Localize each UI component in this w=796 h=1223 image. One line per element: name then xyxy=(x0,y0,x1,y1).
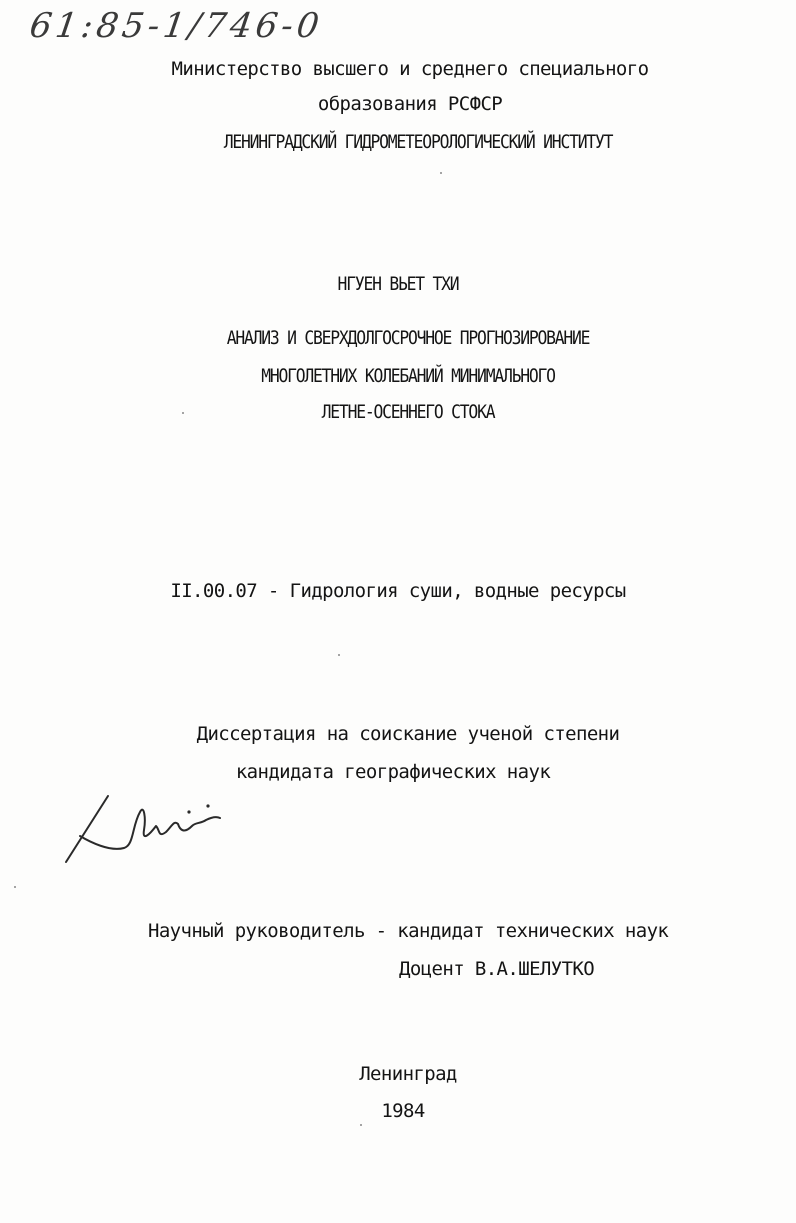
institute-name: ЛЕНИНГРАДСКИЙ ГИДРОМЕТЕОРОЛОГИЧЕСКИЙ ИНСТИТУТ xyxy=(223,131,613,153)
year: 1984 xyxy=(381,1100,425,1122)
specialty-code: II.00.07 - Гидрология суши, водные ресурсы xyxy=(170,580,626,602)
scan-speck xyxy=(440,172,442,174)
degree-line-2: кандидата географических наук xyxy=(235,761,551,783)
scan-speck xyxy=(14,886,16,888)
scan-speck xyxy=(338,654,340,656)
signature-text xyxy=(236,818,238,819)
author-name: НГУЕН ВЬЕТ ТХИ xyxy=(337,273,459,295)
degree-line-1: Диссертация на соискание ученой степени xyxy=(196,723,620,745)
title-line-3: ЛЕТНЕ-ОСЕННЕГО СТОКА xyxy=(321,401,495,423)
scan-speck xyxy=(182,412,184,414)
ministry-line-2: образования РСФСР xyxy=(317,93,503,115)
title-line-1: АНАЛИЗ И СВЕРХДОЛГОСРОЧНОЕ ПРОГНОЗИРОВАНИЕ xyxy=(226,327,590,349)
scan-speck xyxy=(360,1124,362,1126)
supervisor-line-2: Доцент В.А.ШЕЛУТКО xyxy=(399,958,595,980)
supervisor-line-1: Научный руководитель - кандидат технических наук xyxy=(148,920,669,942)
ministry-line-1: Министерство высшего и среднего специального xyxy=(171,58,649,80)
title-line-2: МНОГОЛЕТНИХ КОЛЕБАНИЙ МИНИМАЛЬНОГО xyxy=(261,365,555,387)
archive-mark: 61:85-1/746-0 xyxy=(27,6,326,46)
author-signature xyxy=(60,790,240,870)
city: Ленинград xyxy=(359,1063,457,1085)
